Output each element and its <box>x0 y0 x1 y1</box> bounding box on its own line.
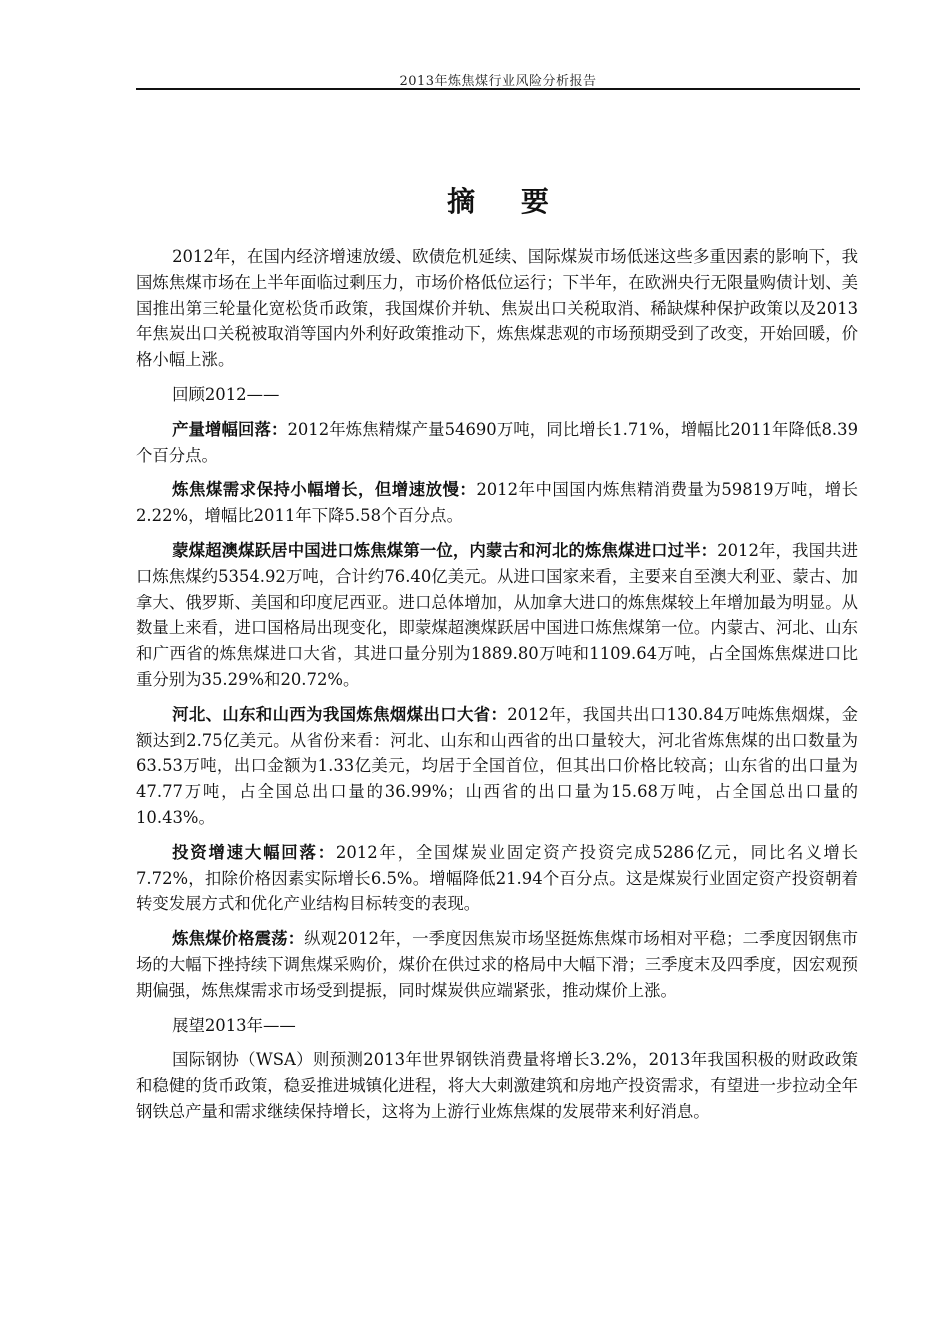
body-text <box>136 244 858 1134</box>
paragraph-text: 回顾2012—— <box>172 384 280 404</box>
paragraph-text: 纵观2012年，一季度因焦炭市场坚挺炼焦煤市场相对平稳；二季度因钢焦市场的大幅下挫持续下调焦煤采购价，煤价在供过求的格局中大幅下滑；三季度末及四季度，因宏观预期偏强，炼焦煤需求市场受到提振，同时煤炭供应端紧张，推动煤价上涨。 <box>136 929 859 1000</box>
paragraph-text: 2012年，在国内经济增速放缓、欧债危机延续、国际煤炭市场低迷这些多重因素的影响下，我国炼焦煤市场在上半年面临过剩压力，市场价格低位运行；下半年，在欧洲央行无限量购债计划、美国推出第三轮量化宽松货币政策，我国煤价并轨、焦炭出口关税取消、稀缺煤种保护政策以及2013年焦炭出口关税被取消等国内外利好政策推动下，炼焦煤悲观的市场预期受到了改变，开始回暖，价格小幅上涨。 <box>136 247 858 370</box>
paragraph-lead: 蒙煤超澳煤跃居中国进口炼焦煤第一位，内蒙古和河北的炼焦煤进口过半： <box>172 540 718 560</box>
paragraph-text: 2012年，我国共进口炼焦煤约5354.92万吨，合计约76.40亿美元。从进口国家来看，主要来自至澳大利亚、蒙古、加拿大、俄罗斯、美国和印度尼西亚。进口总体增加，从加拿大进口的炼焦煤较上年增加最为明显。从数量上来看，进口国格局出现变化，即蒙煤超澳煤跃居中国进口炼焦煤第一位。内蒙古、河北、山东和广西省的炼焦煤进口大省，其进口量分别为1889.80万吨和1109.64万吨，占全国炼焦煤进口比重分别为35.29%和20.72%。 <box>136 540 858 689</box>
paragraph-text: 国际钢协（WSA）则预测2013年世界钢铁消费量将增长3.2%，2013年我国积极的财政政策和稳健的货币政策，稳妥推进城镇化进程，将大大刺激建筑和房地产投资需求，有望进一步拉动全年钢铁总产量和需求继续保持增长，这将为上游行业炼焦煤的发展带来利好消息。 <box>136 1050 858 1121</box>
running-header: 2013年炼焦煤行业风险分析报告 <box>399 74 597 89</box>
paragraph-review-heading <box>136 382 858 408</box>
section-title: 摘 要 <box>447 185 567 218</box>
paragraph-demand <box>136 477 858 529</box>
paragraph-production <box>136 417 858 469</box>
paragraph-text: 2012年炼焦精煤产量54690万吨，同比增长1.71%，增幅比2011年降低8.39个百分点。 <box>136 419 858 465</box>
paragraph-lead: 炼焦煤需求保持小幅增长，但增速放慢： <box>172 480 477 500</box>
header-rule <box>136 88 860 90</box>
paragraph-price <box>136 926 858 1003</box>
paragraph-exports <box>136 702 858 831</box>
paragraph-text: 展望2013年—— <box>172 1015 296 1035</box>
paragraph-text: 2012年中国国内炼焦精消费量为59819万吨，增长2.22%，增幅比2011年下降5.58个百分点。 <box>136 480 859 526</box>
paragraph-text: 2012年，我国共出口130.84万吨炼焦烟煤，金额达到2.75亿美元。从省份来看：河北、山东和山西省的出口量较大，河北省炼焦煤的出口数量为63.53万吨，出口金额为1.33亿美元，均居于全国首位，但其出口价格比较高；山东省的出口量为47.77万吨，占全国总出口量的36.99%；山西省的出口量为15.68万吨，占全国总出口量的10.43%。 <box>136 704 858 827</box>
paragraph-lead: 产量增幅回落： <box>172 419 288 439</box>
paragraph-outlook-heading <box>136 1013 858 1039</box>
paragraph-intro <box>136 244 858 373</box>
paragraph-lead: 河北、山东和山西为我国炼焦烟煤出口大省： <box>172 704 508 724</box>
paragraph-lead: 炼焦煤价格震荡： <box>172 929 305 949</box>
paragraph-investment <box>136 840 858 917</box>
paragraph-imports <box>136 538 858 693</box>
paragraph-text: 2012年，全国煤炭业固定资产投资完成5286亿元，同比名义增长7.72%，扣除价格因素实际增长6.5%。增幅降低21.94个百分点。这是煤炭行业固定资产投资朝着转变发展方式和优化产业结构目标转变的表现。 <box>136 842 858 914</box>
paragraph-lead: 投资增速大幅回落： <box>172 842 336 862</box>
paragraph-outlook <box>136 1047 858 1124</box>
